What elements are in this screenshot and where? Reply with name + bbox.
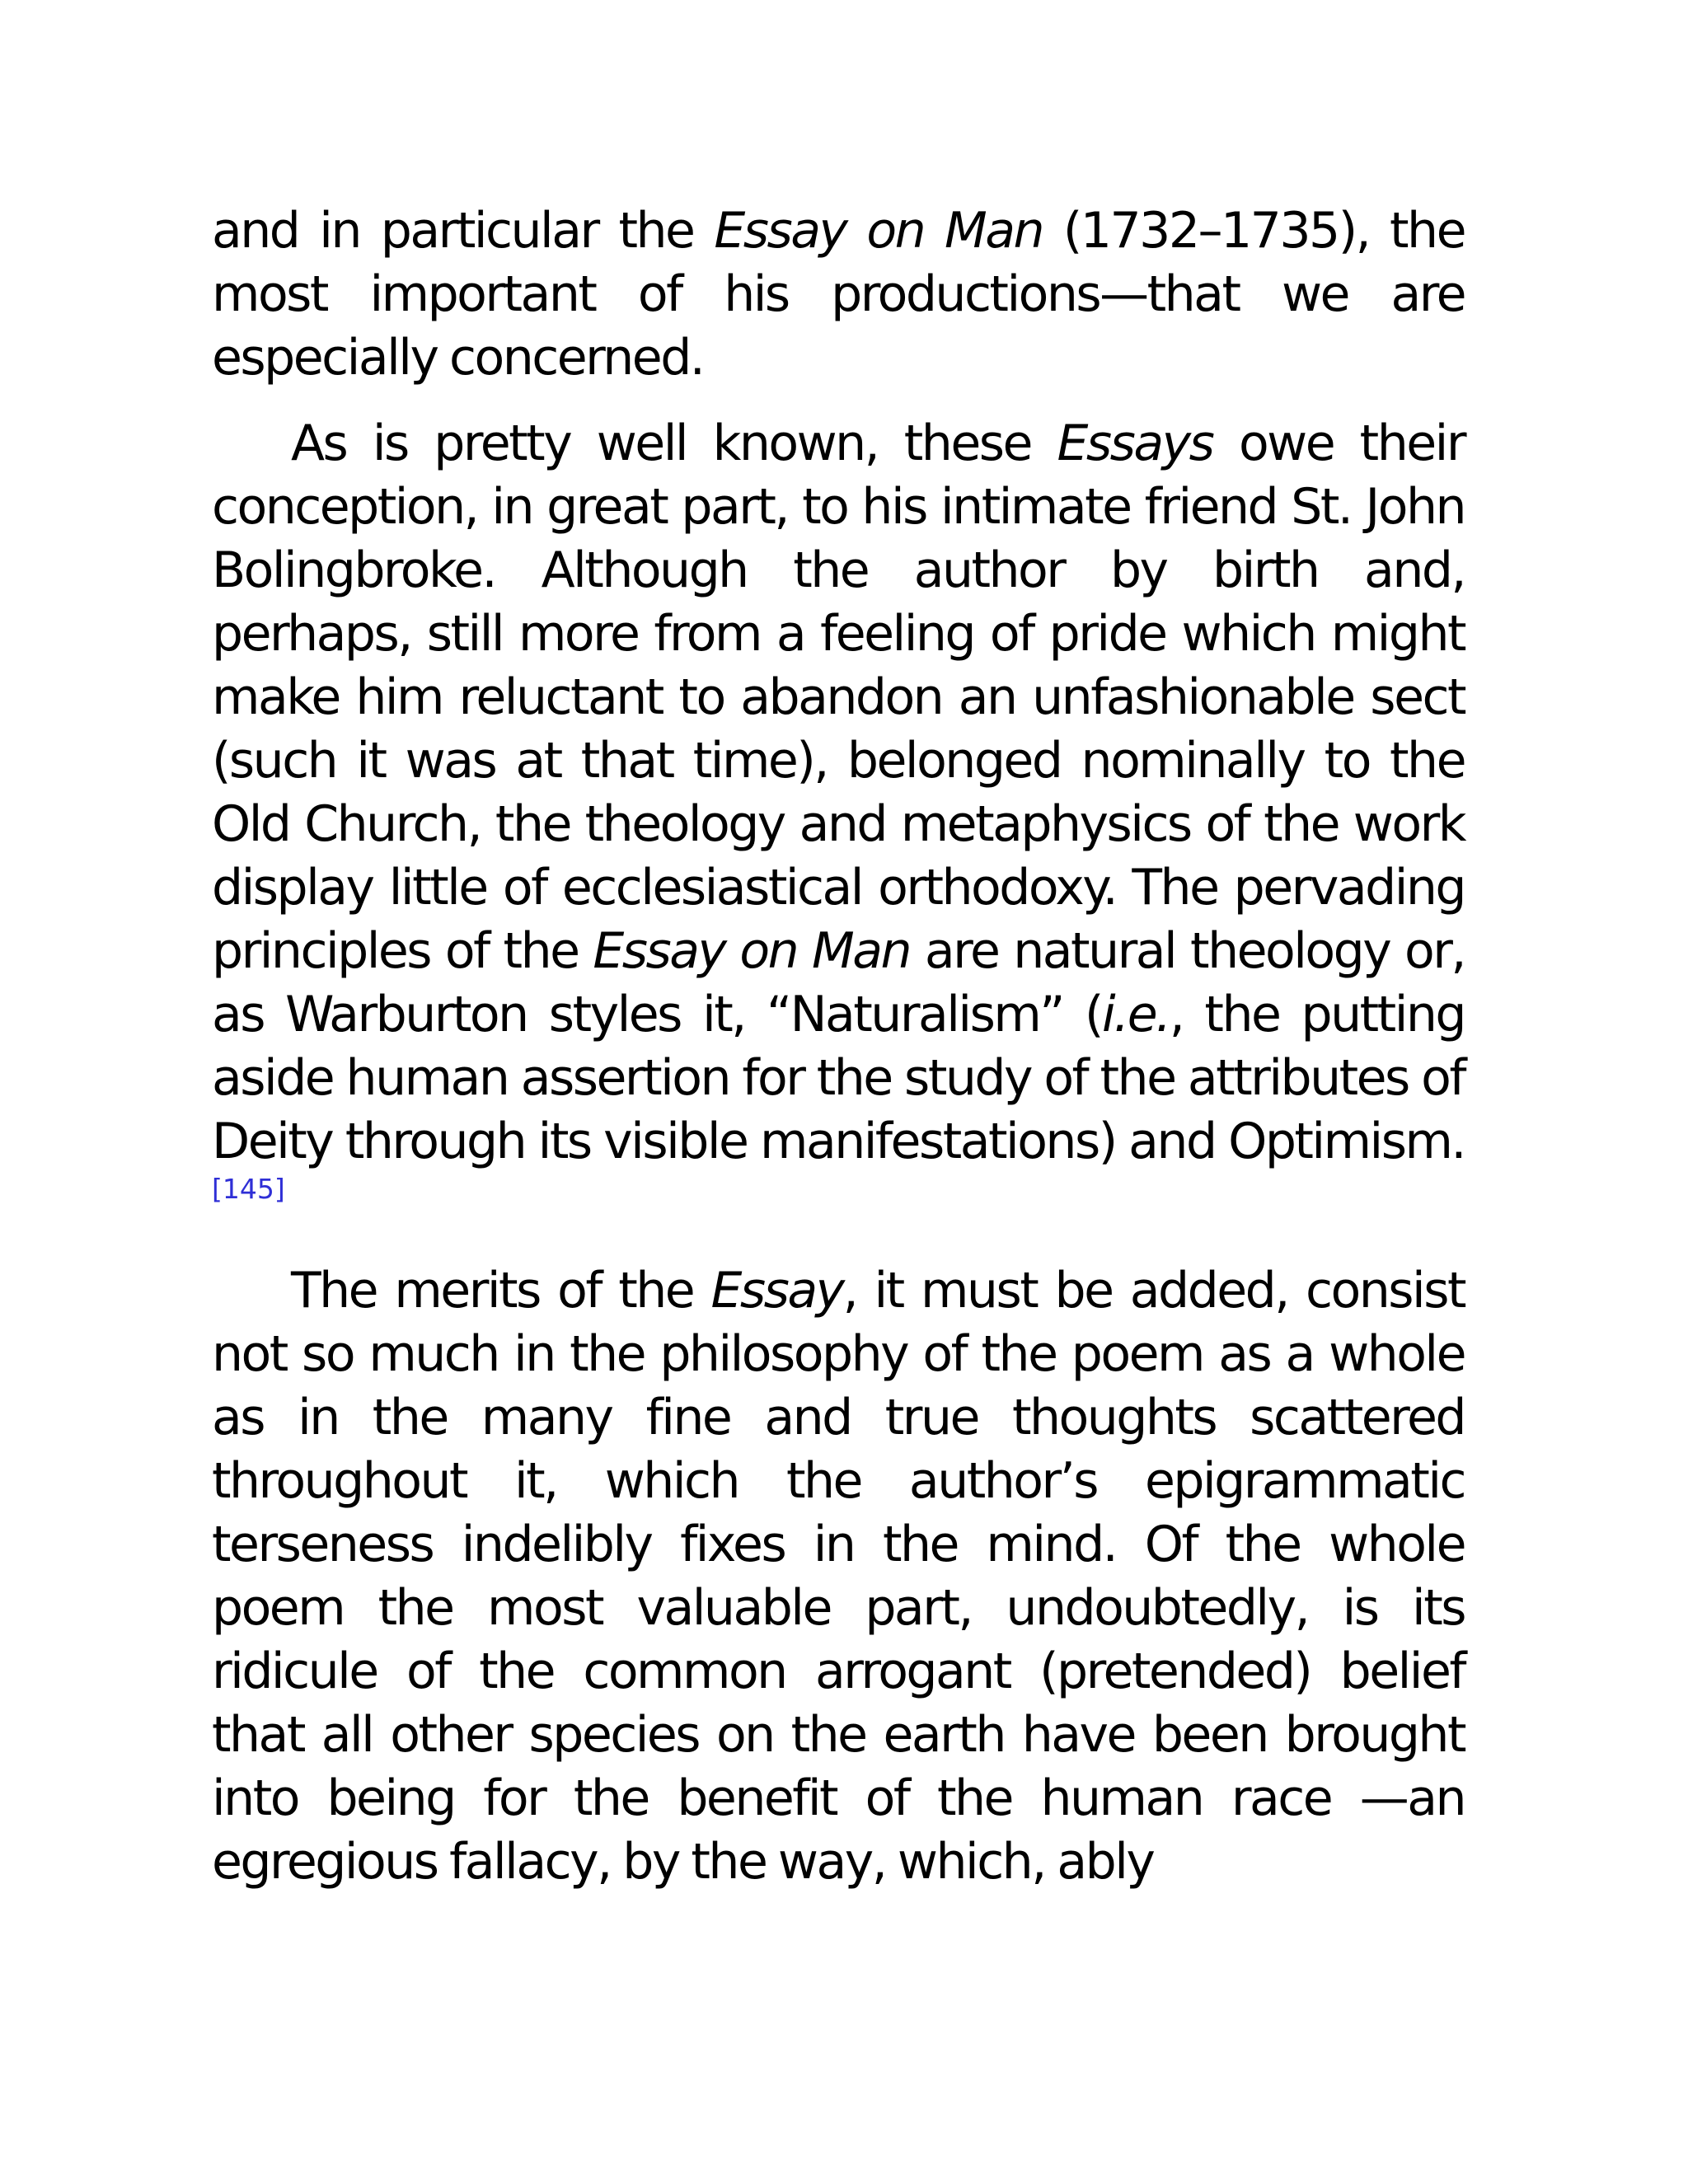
- p3-title-essay: Essay: [710, 1262, 843, 1319]
- p2-run-2: owe their conception, in great part, to his intimate friend St. John Bolingbroke. Although the author by birth and, perhaps, still more from a feeling of pride which might make him reluctant to abandon an unfashionable sect (such it was at that time), belonged nominally to the Old Church, the theology and metaphysics of the work display little of ecclesiastical orthodoxy. The pervading principles of the: [212, 415, 1465, 980]
- page-body: [212, 199, 1465, 1894]
- p2-run-6: , the putting aside human assertion for the study of the attributes of Deity through its visible manifestations) and Optimism.: [212, 986, 1465, 1170]
- p2-title-essay-on-man: Essay on Man: [593, 922, 911, 980]
- p2-run-0: As is pretty well known, these: [291, 415, 1057, 472]
- p3-run-0: The merits of the: [291, 1262, 711, 1319]
- p1-title-essay-on-man: Essay on Man: [714, 202, 1043, 260]
- p1-run-0: and in particular the: [212, 202, 715, 260]
- p2-ie: i.e.: [1101, 986, 1170, 1043]
- p1-run-2: (1732–1735), the most important of his productions—that we are especially concerned.: [212, 202, 1465, 387]
- p2-title-essays: Essays: [1057, 415, 1213, 472]
- p3-run-2: , it must be added, consist not so much in the philosophy of the poem as a whole as in the many fine and true thoughts scattered throughout it, which the author’s epigrammatic terseness indelibly fixes in the mind. Of the whole poem the most valuable part, undoubtedly, is its ridicule of the common arrogant (pretended) belief that all other species on the earth have been brought into being for the benefit of the human race —an egregious fallacy, by the way, which, ably: [212, 1262, 1465, 1891]
- paragraph-1: [212, 199, 1465, 390]
- paragraph-3: [212, 1259, 1465, 1894]
- paragraph-2: [212, 412, 1465, 1237]
- footnote-link-145[interactable]: [145]: [212, 1173, 285, 1205]
- p2-run-4: are natural theology or, as Warburton styles it, “Naturalism” (: [212, 922, 1465, 1043]
